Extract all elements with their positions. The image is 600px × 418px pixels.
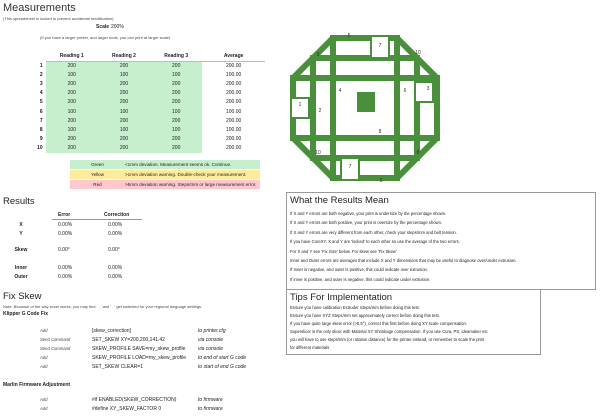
gcode-action-label: Add — [40, 406, 48, 411]
average-cell: 200.00 — [226, 135, 242, 142]
table-row — [30, 144, 265, 153]
meaning-title: What the Results Mean — [290, 195, 389, 206]
diagram-label: 3 — [426, 86, 430, 92]
diagram-label: 9 — [316, 52, 320, 58]
results-meaning-panel — [286, 192, 596, 290]
gcode-action-label: Send Command — [40, 346, 71, 351]
pad-left — [291, 98, 309, 118]
reading-3-cell[interactable]: 100 — [150, 71, 202, 80]
legend-text: >1mm deviation warning. Double-check your measurement. — [125, 172, 247, 177]
diagram-label: 1 — [298, 102, 302, 108]
fix-skew-note: Note: Because of the way excel works, you may find ' , ' and ' . ' get switched for your regional language settings. — [3, 304, 203, 309]
reading-2-cell[interactable]: 200 — [98, 135, 150, 144]
meaning-line: If Inner is negative, and outer is positive, this could indicate over extrusion. — [290, 267, 429, 273]
average-cell: 200.00 — [226, 63, 242, 70]
gcode-destination: to start of end G code — [198, 364, 247, 370]
table-row — [30, 117, 265, 126]
reading-3-cell[interactable]: 200 — [150, 144, 202, 153]
tip-line: If you have quite large skew error (>0.5°), correct this first before doing XY scale compensation. — [290, 321, 467, 326]
average-cell: 200.00 — [226, 117, 242, 124]
gcode-command[interactable]: SET_SKEW CLEAR=1 — [92, 364, 143, 370]
diagram-label: 4 — [338, 88, 342, 94]
diagram-label: 7 — [348, 164, 352, 170]
klipper-title: Klipper G Code Fix — [3, 311, 49, 317]
locked-note: (This spreadsheet is locked to prevent accidental modification) — [3, 16, 114, 21]
legend-red — [70, 180, 260, 189]
result-correction: 0.00% — [108, 222, 123, 228]
gcode-destination: to printer.cfg — [198, 328, 226, 334]
results-col-correction: Correction — [104, 212, 130, 218]
reading-1-cell[interactable]: 200 — [46, 98, 98, 107]
tip-line: Ensure you have XYZ Steps/mm set approximately correct before doing this test. — [290, 313, 440, 318]
gcode-command[interactable]: SKEW_PROFILE LOAD=my_skew_profile — [92, 355, 187, 361]
reading-1-cell[interactable]: 200 — [46, 80, 98, 89]
row-index: 2 — [39, 72, 43, 79]
reading-2-cell[interactable]: 100 — [98, 126, 150, 135]
page-title: Measurements — [3, 2, 76, 14]
average-cell: 100.00 — [226, 126, 242, 133]
reading-3-cell[interactable]: 200 — [150, 98, 202, 107]
header-average: Average — [202, 52, 265, 62]
meaning-line: If X and Y errors are both positive, your print is oversize by the percentage shown. — [290, 220, 443, 226]
diagram-label: 8 — [416, 150, 420, 156]
meaning-line: If inner is positive, and outer is negative, this could indicate under extrusion. — [290, 276, 431, 282]
gcode-command[interactable]: SET_SKEW XY=200,200,141.42 — [92, 337, 165, 343]
reading-1-cell[interactable]: 100 — [46, 71, 98, 80]
reading-3-cell[interactable]: 200 — [150, 89, 202, 98]
header-reading-2: Reading 2 — [98, 52, 150, 62]
meaning-line: If you have CoreXY, X and Y are 'locked' to each other so use the average of the two errors. — [290, 239, 460, 245]
row-index: 9 — [39, 135, 43, 142]
reading-3-cell[interactable]: 100 — [150, 108, 202, 117]
average-cell: 200.00 — [226, 90, 242, 97]
tip-line: you will have to use steps/mm (or rotation distance) for the printer instead, or remember to scale the print — [290, 337, 485, 342]
tips-title: Tips For Implementation — [290, 292, 393, 303]
reading-2-cell[interactable]: 200 — [98, 117, 150, 126]
reading-2-cell[interactable]: 200 — [98, 89, 150, 98]
fix-skew-title: Fix Skew — [3, 291, 42, 302]
reading-2-cell[interactable]: 200 — [98, 62, 150, 72]
pad-right — [415, 82, 433, 102]
table-row — [30, 71, 265, 80]
gcode-command[interactable]: #define XY_SKEW_FACTOR 0 — [92, 406, 162, 412]
result-label: Inner — [14, 265, 28, 271]
result-error: 0.00% — [58, 222, 73, 228]
row-index: 6 — [39, 108, 43, 115]
average-cell: 200.00 — [226, 99, 242, 106]
tips-panel — [286, 289, 541, 355]
gcode-action-label: Add — [40, 364, 48, 369]
diagram-label: 5 — [347, 33, 351, 39]
row-index: 1 — [39, 62, 43, 69]
diagram-label: 2 — [318, 108, 322, 114]
header-reading-3: Reading 3 — [150, 52, 202, 62]
reading-2-cell[interactable]: 200 — [98, 144, 150, 153]
row-index: 8 — [39, 126, 43, 133]
header-reading-1: Reading 1 — [46, 52, 98, 62]
reading-1-cell[interactable]: 200 — [46, 89, 98, 98]
legend-key: Red — [93, 182, 102, 187]
reading-3-cell[interactable]: 200 — [150, 135, 202, 144]
reading-2-cell[interactable]: 100 — [98, 108, 150, 117]
reading-2-cell[interactable]: 100 — [98, 71, 150, 80]
table-row — [30, 89, 265, 98]
reading-1-cell[interactable]: 200 — [46, 117, 98, 126]
reading-1-cell[interactable]: 200 — [46, 144, 98, 153]
gcode-command[interactable]: #if ENABLED(SKEW_CORRECTION) — [92, 397, 177, 403]
gcode-action-label: Add — [40, 328, 48, 333]
gcode-action-label: Add — [40, 397, 48, 402]
calibration-diagram — [285, 32, 445, 182]
table-row — [30, 62, 265, 72]
measurements-table — [30, 52, 265, 153]
reading-1-cell[interactable]: 100 — [46, 126, 98, 135]
average-cell: 100.00 — [226, 108, 242, 115]
result-label: Skew — [14, 247, 28, 253]
diagram-label: 10 — [315, 150, 321, 156]
result-error: 0.00% — [58, 231, 73, 237]
gcode-destination: to firmware — [198, 397, 223, 403]
scale-note: (If you have a larger printer, and larger tools, you can print at larger scale) — [40, 35, 171, 40]
results-col-error: Error — [58, 212, 71, 218]
table-row — [30, 135, 265, 144]
results-divider — [52, 219, 142, 220]
center-block — [357, 92, 375, 112]
result-correction: 0.00% — [108, 231, 123, 237]
reading-2-cell[interactable]: 200 — [98, 98, 150, 107]
gcode-action-label: Add — [40, 355, 48, 360]
table-row — [30, 98, 265, 107]
reading-3-cell[interactable]: 200 — [150, 62, 202, 72]
meaning-line: If X and Y errors are very different from each other, check your steps/mm and belt tension. — [290, 229, 457, 235]
average-cell: 200.00 — [226, 144, 242, 151]
table-row — [30, 80, 265, 89]
gcode-destination: to end of start G code — [198, 355, 247, 361]
reading-1-cell[interactable]: 200 — [46, 135, 98, 144]
result-label: X — [19, 222, 23, 228]
gcode-destination: via console — [198, 346, 224, 352]
legend-green — [70, 160, 260, 169]
scale-value[interactable]: 200% — [111, 24, 124, 30]
table-row — [30, 126, 265, 135]
tip-line: Superslicer is the only slicer with Material XY Shrinkage compensation. If you use Cura, PS, ideamaker etc — [290, 329, 488, 334]
gcode-command[interactable]: SKEW_PROFILE SAVE=my_skew_profile — [92, 346, 186, 352]
meaning-line: For X and Y see 'Fix Size' below. For skew see 'Fix Skew' — [290, 248, 397, 254]
meaning-line: Inner and Outer errors are averages that include X and Y dimensions that may be useful to diagnose over/under extrusion. — [290, 258, 517, 264]
row-index: 3 — [39, 81, 43, 88]
average-cell: 200.00 — [226, 81, 242, 88]
result-error: 0.00% — [58, 274, 73, 280]
diagram-label: 5 — [379, 178, 383, 182]
legend-key: Green — [91, 162, 104, 167]
result-correction: 0.00% — [108, 265, 123, 271]
reading-3-cell[interactable]: 200 — [150, 117, 202, 126]
result-label: Y — [19, 231, 23, 237]
row-index: 4 — [39, 90, 43, 97]
average-cell: 100.00 — [226, 72, 242, 79]
scale-label: Scale — [96, 24, 110, 30]
meaning-line: If X and Y errors are both negative, your print is undersize by the percentage shown. — [290, 211, 447, 216]
diagram-label: 6 — [403, 88, 407, 94]
gcode-destination: via console — [198, 337, 224, 343]
legend-yellow — [70, 170, 260, 179]
gcode-command[interactable]: [skew_correction] — [92, 328, 131, 334]
gcode-destination: to firmware — [198, 406, 223, 412]
row-index: 10 — [37, 144, 43, 151]
result-correction: 0.00% — [108, 274, 123, 280]
diagram-label: 10 — [415, 50, 421, 56]
legend-text: >5mm deviation warning. Steps/mm or large measurement error. — [125, 182, 257, 187]
result-label: Outer — [14, 274, 28, 280]
result-error: 0.00% — [58, 265, 73, 271]
reading-1-cell[interactable]: 200 — [46, 62, 98, 72]
results-title: Results — [3, 196, 35, 207]
result-correction: 0.00° — [108, 247, 120, 253]
result-error: 0.00° — [58, 247, 70, 253]
table-row — [30, 108, 265, 117]
reading-3-cell[interactable]: 100 — [150, 126, 202, 135]
row-index: 5 — [39, 99, 43, 106]
tip-line: for different materials — [290, 345, 330, 350]
legend-text: <1mm deviation. Measurement seems ok. Continue. — [125, 162, 232, 167]
reading-3-cell[interactable]: 200 — [150, 80, 202, 89]
reading-1-cell[interactable]: 100 — [46, 108, 98, 117]
tip-line: Ensure you have calibration Extruder Steps/mm before doing this test. — [290, 305, 420, 310]
gcode-action-label: Send Command — [40, 337, 71, 342]
diagram-label: 7 — [378, 43, 382, 49]
diagram-label: 8 — [378, 129, 382, 135]
marlin-title: Marlin Firmware Adjustment — [3, 382, 71, 388]
reading-2-cell[interactable]: 200 — [98, 80, 150, 89]
legend-key: Yellow — [90, 172, 105, 177]
row-index: 7 — [39, 117, 43, 124]
